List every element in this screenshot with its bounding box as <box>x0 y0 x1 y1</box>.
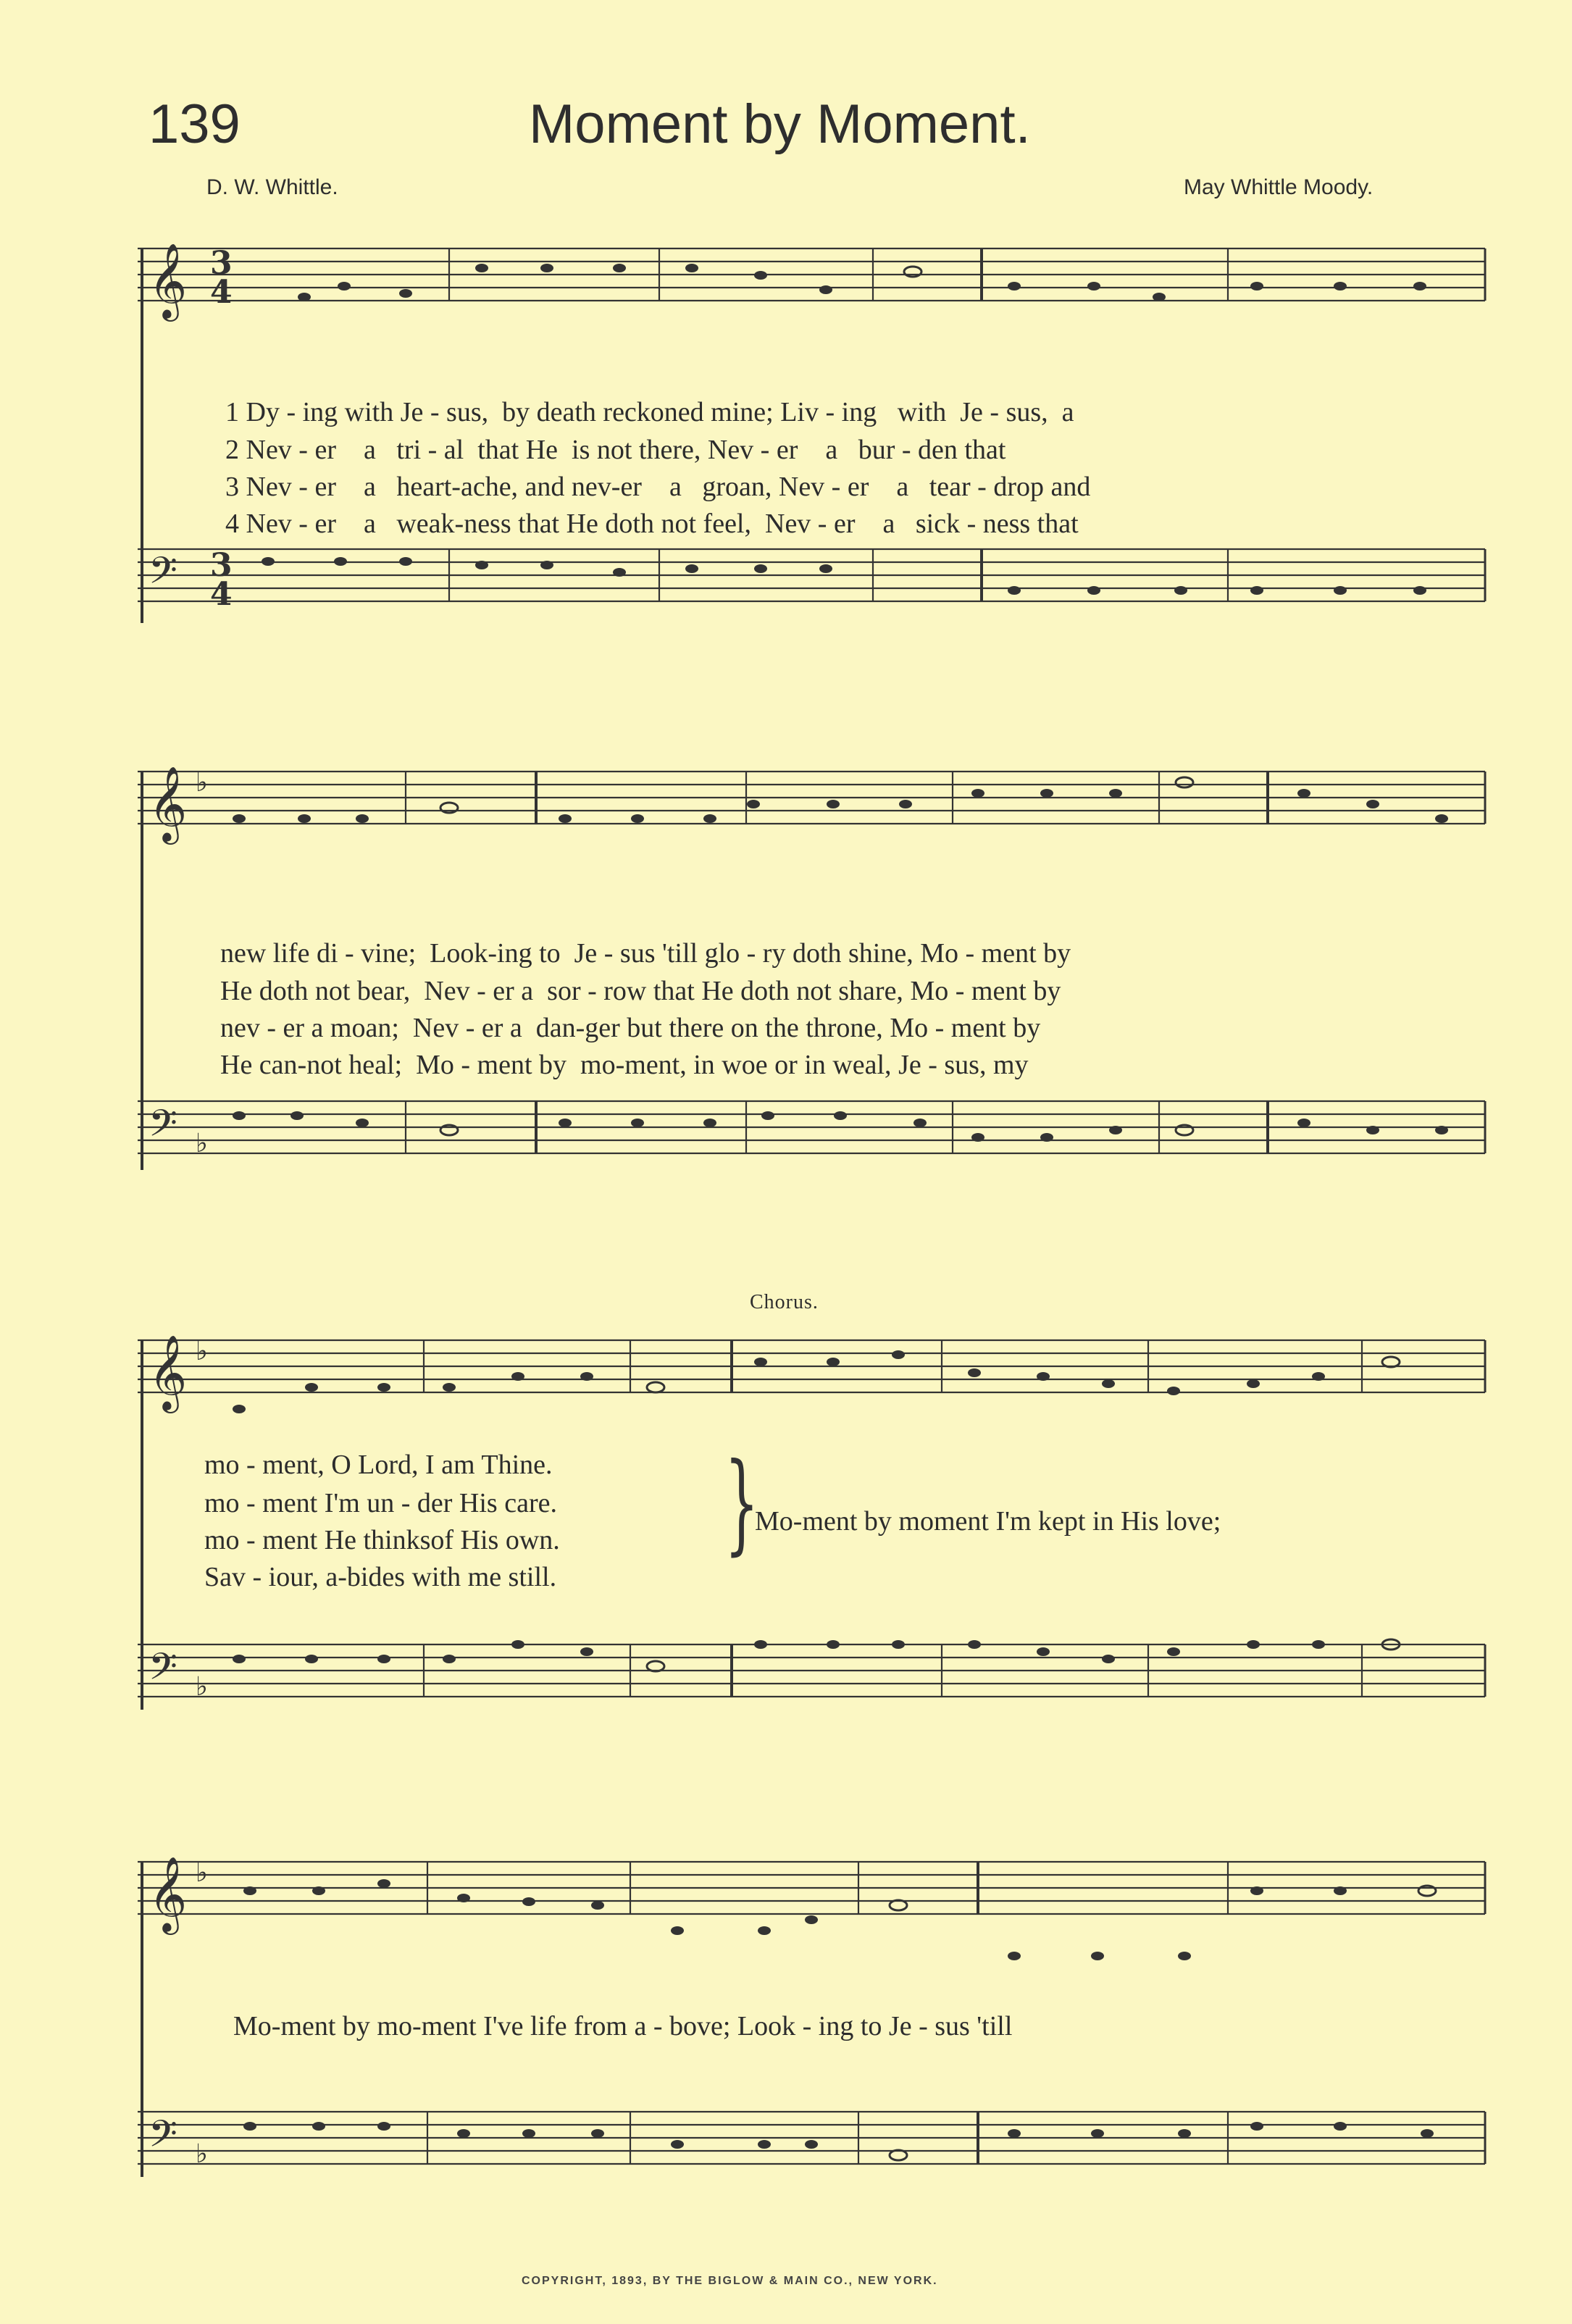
chorus-line-2: Mo-ment by mo-ment I've life from a - bove; Look - ing to Je - sus 'till <box>233 2011 1013 2041</box>
svg-text:3: 3 <box>210 547 233 584</box>
verse-1-line-2: new life di - vine; Look-ing to Je - sus 'till glo - ry doth shine, Mo - ment by <box>220 938 1071 969</box>
verse-2-line-1: 2 Nev - er a tri - al that He is not there, Nev - er a bur - den that <box>225 435 1006 465</box>
svg-text:𝄢: 𝄢 <box>149 2112 177 2165</box>
svg-text:𝄢: 𝄢 <box>149 548 177 601</box>
verse-3-ending: mo - ment He thinksof His own. <box>204 1525 560 1555</box>
verse-1-line-1: 1 Dy - ing with Je - sus, by death reckoned mine; Liv - ing with Je - sus, a <box>225 397 1074 427</box>
verse-4-ending: Sav - iour, a-bides with me still. <box>204 1562 557 1592</box>
hymn-title: Moment by Moment. <box>529 93 1031 155</box>
svg-text:♭: ♭ <box>196 2139 208 2169</box>
svg-text:𝄞: 𝄞 <box>149 1856 188 1932</box>
svg-text:𝄞: 𝄞 <box>149 1334 188 1410</box>
verse-3-line-2: nev - er a moan; Nev - er a dan-ger but there on the throne, Mo - ment by <box>220 1013 1041 1043</box>
svg-text:𝄞: 𝄞 <box>149 766 188 842</box>
lyricist-credit: D. W. Whittle. <box>206 175 338 199</box>
svg-text:♭: ♭ <box>196 1858 208 1888</box>
verse-4-line-2: He can-not heal; Mo - ment by mo-ment, in woe or in weal, Je - sus, my <box>220 1050 1029 1080</box>
copyright-notice: COPYRIGHT, 1893, BY THE BIGLOW & MAIN CO., NEW YORK. <box>522 2275 938 2287</box>
verse-1-ending: mo - ment, O Lord, I am Thine. <box>204 1450 553 1480</box>
svg-text:♭: ♭ <box>196 1129 208 1158</box>
svg-text:3: 3 <box>210 245 233 282</box>
svg-text:♭: ♭ <box>196 1672 208 1702</box>
chorus-label: Chorus. <box>750 1291 819 1313</box>
verse-2-ending: mo - ment I'm un - der His care. <box>204 1488 557 1518</box>
svg-text:♭: ♭ <box>196 768 208 798</box>
chorus-line-1: Mo-ment by moment I'm kept in His love; <box>755 1506 1221 1537</box>
verse-4-line-1: 4 Nev - er a weak-ness that He doth not feel, Nev - er a sick - ness that <box>225 509 1079 539</box>
composer-credit: May Whittle Moody. <box>1184 175 1374 199</box>
hymn-number: 139 <box>149 93 241 155</box>
verse-2-line-2: He doth not bear, Nev - er a sor - row that He doth not share, Mo - ment by <box>220 976 1061 1006</box>
svg-text:𝄞: 𝄞 <box>149 243 188 319</box>
verse-3-line-1: 3 Nev - er a heart-ache, and nev-er a groan, Nev - er a tear - drop and <box>225 472 1091 502</box>
svg-text:4: 4 <box>210 274 233 311</box>
svg-text:4: 4 <box>210 576 233 613</box>
verse-brace: } <box>724 1440 759 1566</box>
svg-text:♭: ♭ <box>196 1337 208 1366</box>
svg-text:𝄢: 𝄢 <box>149 1644 177 1697</box>
svg-text:𝄢: 𝄢 <box>149 1101 177 1154</box>
